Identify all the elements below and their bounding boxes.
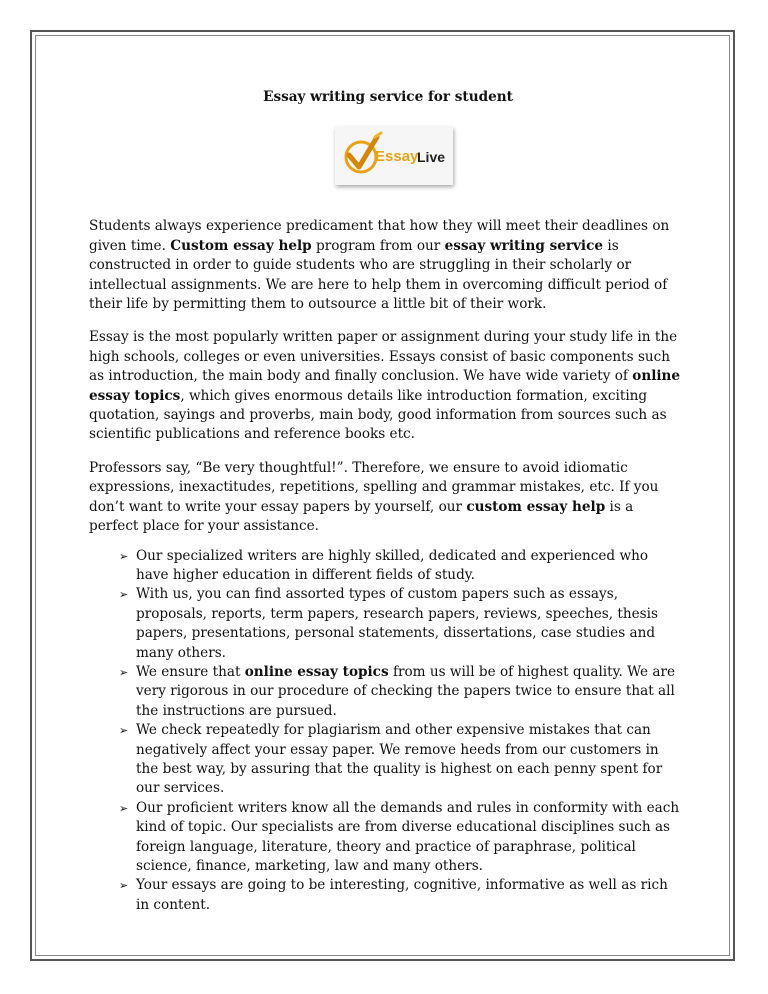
text-run: We check repeatedly for plagiarism and other expensive mistakes that can negatively affect your essay paper. We remove heeds from our customers in the best way, by assuring that the quality is highest on each penny spent for our services. xyxy=(136,722,663,797)
text-run: , which gives enormous details like introduction formation, exciting quotation, sayings and proverbs, main body, good information from sources such as scientific publications and reference books etc. xyxy=(89,387,667,443)
logo-container xyxy=(89,127,681,191)
document-body xyxy=(89,88,681,915)
document-title: Essay writing service for student xyxy=(263,89,513,105)
bullet-list xyxy=(89,547,681,916)
list-item xyxy=(119,547,681,586)
bold-phrase: essay writing service xyxy=(444,237,604,254)
bold-phrase: custom essay help xyxy=(466,498,606,515)
arrow-bullet-icon: ➢ xyxy=(119,549,129,563)
text-run: We ensure that xyxy=(136,663,245,680)
essay-live-logo xyxy=(335,127,453,185)
text-run: Students always experience predicament that how they will meet their deadlines on given time. xyxy=(89,218,670,254)
text-run: is constructed in order to guide students who are struggling in their scholarly or intellectual assignments. We are here to help them in overcoming difficult period of their life by permitting them to outsource a little bit of their work. xyxy=(89,237,668,313)
text-run: Our proficient writers know all the demands and rules in conformity with each kind of topic. Our specialists are from diverse educational disciplines such as foreign language, literature, theory and practice of paraphrase, political science, finance, marketing, law and many others. xyxy=(136,799,680,874)
paragraph xyxy=(89,217,681,314)
text-run: is a perfect place for your assistance. xyxy=(89,498,634,535)
text-run: With us, you can find assorted types of custom papers such as essays, proposals, reports, term papers, research papers, reviews, speeches, thesis papers, presentations, personal statements, dissertations, case studies and many others. xyxy=(136,586,658,661)
arrow-bullet-icon: ➢ xyxy=(119,879,129,893)
list-item xyxy=(119,585,681,663)
text-run: Professors say, “Be very thoughtful!”. Therefore, we ensure to avoid idiomatic expressions, inexactitudes, repetitions, spelling and grammar mistakes, etc. If you don’t want to write your essay papers by yourself, our xyxy=(89,459,659,515)
arrow-bullet-icon: ➢ xyxy=(119,665,129,679)
text-run: from us will be of highest quality. We are very rigorous in our procedure of checking the papers twice to ensure that all the instructions are pursued. xyxy=(136,663,676,719)
list-item xyxy=(119,663,681,721)
list-item xyxy=(119,799,681,877)
text-run: Essay is the most popularly written paper or assignment during your study life in the high schools, colleges or even universities. Essays consist of basic components such as introduction, the main body and finally conclusion. We have wide variety of xyxy=(89,329,678,385)
list-item xyxy=(119,876,681,915)
bold-phrase: online essay topics xyxy=(89,368,681,404)
text-run: program from our xyxy=(311,237,445,254)
arrow-bullet-icon: ➢ xyxy=(119,801,129,815)
text-run: Your essays are going to be interesting, cognitive, informative as well as rich in content. xyxy=(136,877,668,913)
paragraph xyxy=(89,459,681,537)
bold-phrase: online essay topics xyxy=(244,663,389,680)
arrow-bullet-icon: ➢ xyxy=(119,724,129,738)
bold-phrase: Custom essay help xyxy=(170,237,312,254)
paragraph xyxy=(89,328,681,444)
list-item xyxy=(119,721,681,799)
logo-text-essay: Essay xyxy=(375,148,419,166)
text-run: Our specialized writers are highly skilled, dedicated and experienced who have higher education in different fields of study. xyxy=(136,547,649,583)
logo-text-live: Live xyxy=(417,149,446,166)
arrow-bullet-icon: ➢ xyxy=(119,588,129,602)
paragraph-list xyxy=(89,217,681,536)
